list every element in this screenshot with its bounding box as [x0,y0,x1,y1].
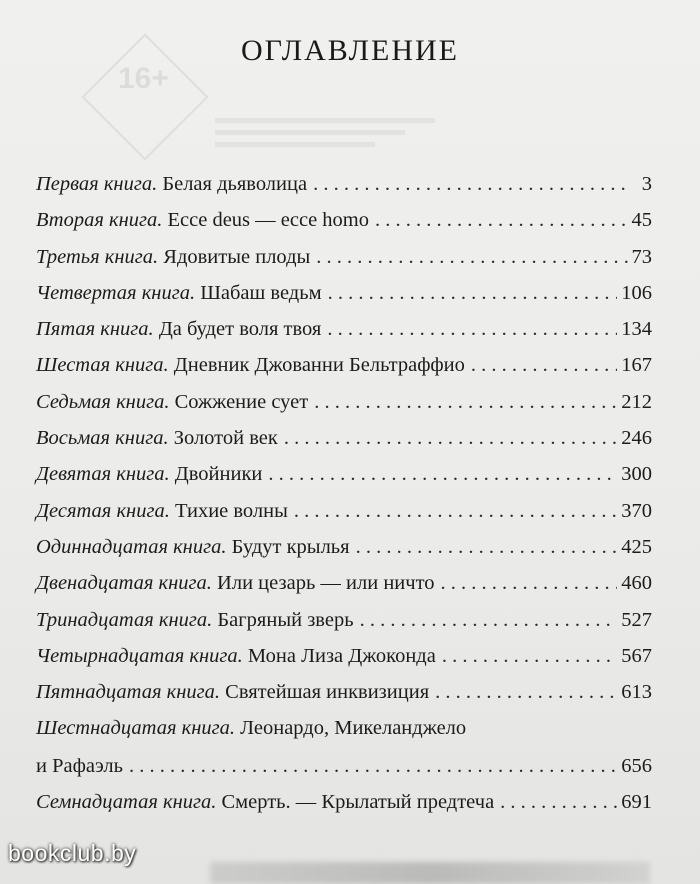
toc-book-label: Четвертая книга. [36,281,196,304]
toc-leader-dots [442,638,617,674]
toc-book-label: Десятая книга. [36,499,170,522]
toc-entry-continuation [36,748,652,784]
toc-page-number: 246 [621,427,652,450]
toc-book-label: Вторая книга. [36,209,163,232]
toc-leader-dots [356,529,618,565]
page-edge-shadow [210,862,650,884]
toc-page-number: 656 [621,755,652,778]
toc-entry-title: Ecce deus — ecce homo [167,209,369,232]
toc-page-number: 613 [621,681,652,704]
toc-entry [36,565,652,601]
page-title: ОГЛАВЛЕНИЕ [241,34,459,67]
toc-page-number: 691 [621,791,652,814]
toc-entry-title: Будут крылья [231,535,350,558]
toc-entry [36,347,652,383]
toc-book-label: Пятая книга. [36,318,154,341]
toc-entry-title: Шабаш ведьм [200,281,322,304]
toc-leader-dots [360,602,618,638]
toc-leader-dots [375,202,628,238]
toc-leader-dots [500,784,617,820]
toc-entry-title: Леонардо, Микеланджело [240,717,467,740]
toc-entry [36,311,652,347]
toc-book-label: Первая книга. [36,173,158,195]
toc-entry [36,638,652,674]
toc-page-number: 425 [621,535,652,558]
toc-entry-title: Дневник Джованни Бельтраффио [173,354,465,377]
toc-entry [36,456,652,492]
toc-entry [36,239,652,275]
toc-page-number: 527 [621,608,652,631]
toc-book-label: Третья книга. [36,245,159,268]
toc-page-number: 73 [631,245,652,268]
toc-entry [36,275,652,311]
toc-entry-title: Ядовитые плоды [163,245,311,268]
toc-leader-dots [316,239,627,275]
toc-page-number: 370 [621,499,652,522]
toc-leader-dots [268,456,617,492]
toc-entry [36,202,652,238]
toc-entry [36,529,652,565]
toc-entry [36,384,652,420]
toc-entry-title: Сожжение сует [174,390,309,413]
toc-entry-title: Мона Лиза Джоконда [247,644,436,667]
toc-page-number: 460 [621,572,652,595]
toc-book-label: Одиннадцатая книга. [36,535,227,558]
toc-book-label: Шестнадцатая книга. [36,717,235,740]
toc-book-label: Седьмая книга. [36,390,170,413]
toc-entry-title: Смерть. — Крылатый предтеча [221,791,495,814]
toc-page-number: 134 [621,318,652,341]
toc-book-label: Шестая книга. [36,354,169,377]
toc-book-label: Четырнадцатая книга. [36,644,243,667]
toc-entry [36,784,652,820]
toc-entry [36,420,652,456]
toc-leader-dots [435,674,617,710]
toc-leader-dots [327,311,617,347]
table-of-contents [36,166,652,821]
toc-entry-title: Да будет воля твоя [158,318,322,341]
toc-book-label: Восьмая книга. [36,427,169,450]
toc-entry-title: Тихие волны [174,499,288,522]
site-watermark: bookclub.by [8,840,137,866]
toc-leader-dots [471,347,617,383]
toc-entry [36,602,652,638]
toc-leader-dots [328,275,618,311]
toc-leader-dots [441,565,618,601]
toc-page-number: 45 [631,209,652,232]
toc-leader-dots [314,384,617,420]
toc-entry-title: Багряный зверь [217,608,354,631]
toc-page-number: 167 [621,354,652,377]
toc-entry [36,674,652,710]
toc-entry-title: Двойники [174,463,263,486]
toc-leader-dots [129,748,617,784]
toc-page-number: 3 [641,173,652,195]
toc-book-label: Двенадцатая книга. [36,572,212,595]
toc-entry-title: Или цезарь — или ничто [217,572,435,595]
toc-page-number: 300 [621,463,652,486]
toc-entry [36,166,652,202]
toc-entry-title: Белая дьяволица [162,173,308,195]
toc-entry [36,710,652,748]
toc-leader-dots [284,420,617,456]
toc-entry-title-continued: и Рафаэль [36,755,123,778]
toc-entry [36,493,652,529]
toc-book-label: Тринадцатая книга. [36,608,213,631]
toc-leader-dots [313,166,628,202]
toc-book-label: Девятая книга. [36,463,170,486]
bleed-through-text [215,118,465,154]
toc-page-number: 106 [621,281,652,304]
bleed-through-age-mark: 16+ [118,62,169,95]
toc-book-label: Пятнадцатая книга. [36,681,221,704]
toc-entry-title: Золотой век [173,427,278,450]
toc-leader-dots [294,493,617,529]
toc-book-label: Семнадцатая книга. [36,791,217,814]
toc-page-number: 567 [621,644,652,667]
toc-entry-title: Святейшая инквизиция [225,681,430,704]
toc-page-number: 212 [621,390,652,413]
